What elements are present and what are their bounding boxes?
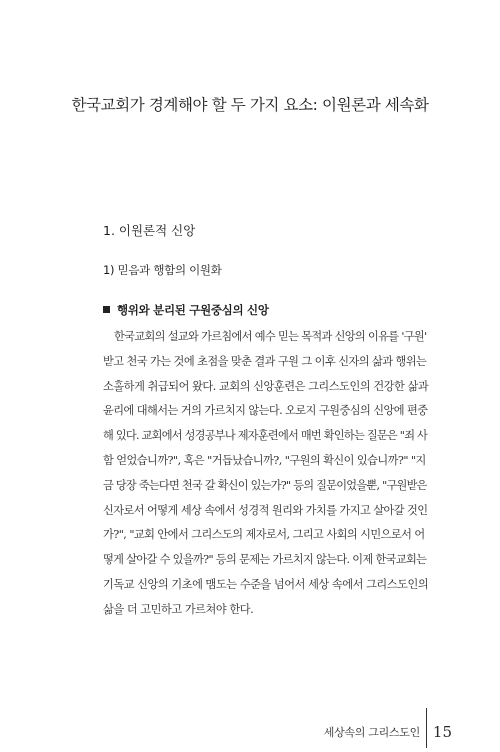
paragraph-line-text: 한국교회의 설교와 가르침에서 예수 믿는 목적과 신앙의 이유를 '구원' (114, 330, 427, 343)
paragraph-line (103, 548, 428, 573)
paragraph-line-text: 윤리에 대해서는 거의 가르치지 않는다. 오로지 구원중심의 신앙에 편중 (103, 404, 428, 418)
paragraph-line-text: 금 당장 죽는다면 천국 갈 확신이 있는가?" 등의 질문이었을뿐, "구원받은 (103, 478, 427, 492)
subsection-heading: 1) 믿음과 행함의 이원화 (103, 263, 222, 277)
running-title: 세상속의 그리스도인 (323, 726, 420, 739)
paragraph-line-text: 해 있다. 교회에서 성경공부나 제자훈련에서 매번 확인하는 질문은 "죄 사 (103, 429, 428, 443)
paragraph-line (103, 474, 428, 499)
paragraph-line-text: 가?", "교회 안에서 그리스도의 제자로서, 그리고 사회의 시민으로서 어 (103, 528, 425, 542)
paragraph-line-text: 신자로서 어떻게 세상 속에서 성경적 원리와 가치를 가지고 살아갈 것인 (103, 503, 428, 517)
topic-heading-text: 행위와 분리된 구원중심의 신앙 (117, 303, 269, 317)
paragraph-line (103, 375, 428, 400)
paragraph-line (103, 399, 428, 424)
square-bullet-icon (103, 306, 110, 313)
section-heading-1: 1. 이원론적 신앙 (103, 223, 196, 238)
chapter-title: 한국교회가 경계해야 할 두 가지 요소: 이원론과 세속화 (71, 96, 429, 114)
page-footer (324, 712, 452, 752)
paragraph-line (103, 598, 428, 623)
paragraph-line (103, 449, 428, 474)
paragraph-line (103, 350, 428, 375)
paragraph-line (103, 424, 428, 449)
paragraph-line (103, 499, 428, 524)
footer-divider (426, 708, 427, 748)
paragraph-line (103, 325, 428, 350)
body-paragraph (103, 325, 428, 623)
paragraph-line-text: 기독교 신앙의 기초에 맴도는 수준을 넘어서 세상 속에서 그리스도인의 (103, 577, 429, 591)
paragraph-line-text: 떻게 살아갈 수 있을까?" 등의 문제는 가르치지 않는다. 이제 한국교회는 (103, 553, 427, 567)
paragraph-line-text: 함 얻었습니까?", 혹은 "거듭났습니까?, "구원의 확신이 있습니까?" "지 (103, 453, 426, 467)
page-number: 15 (432, 723, 452, 741)
paragraph-line (103, 523, 428, 548)
paragraph-line-text: 소홀하게 취급되어 왔다. 교회의 신앙훈련은 그리스도인의 건강한 삶과 (103, 379, 429, 393)
paragraph-line-text: 삶을 더 고민하고 가르쳐야 한다. (103, 602, 254, 616)
paragraph-line-text: 받고 천국 가는 것에 초점을 맞춘 결과 구원 그 이후 신자의 삶과 행위는 (103, 354, 427, 368)
topic-heading (103, 302, 269, 318)
paragraph-line (103, 573, 428, 598)
